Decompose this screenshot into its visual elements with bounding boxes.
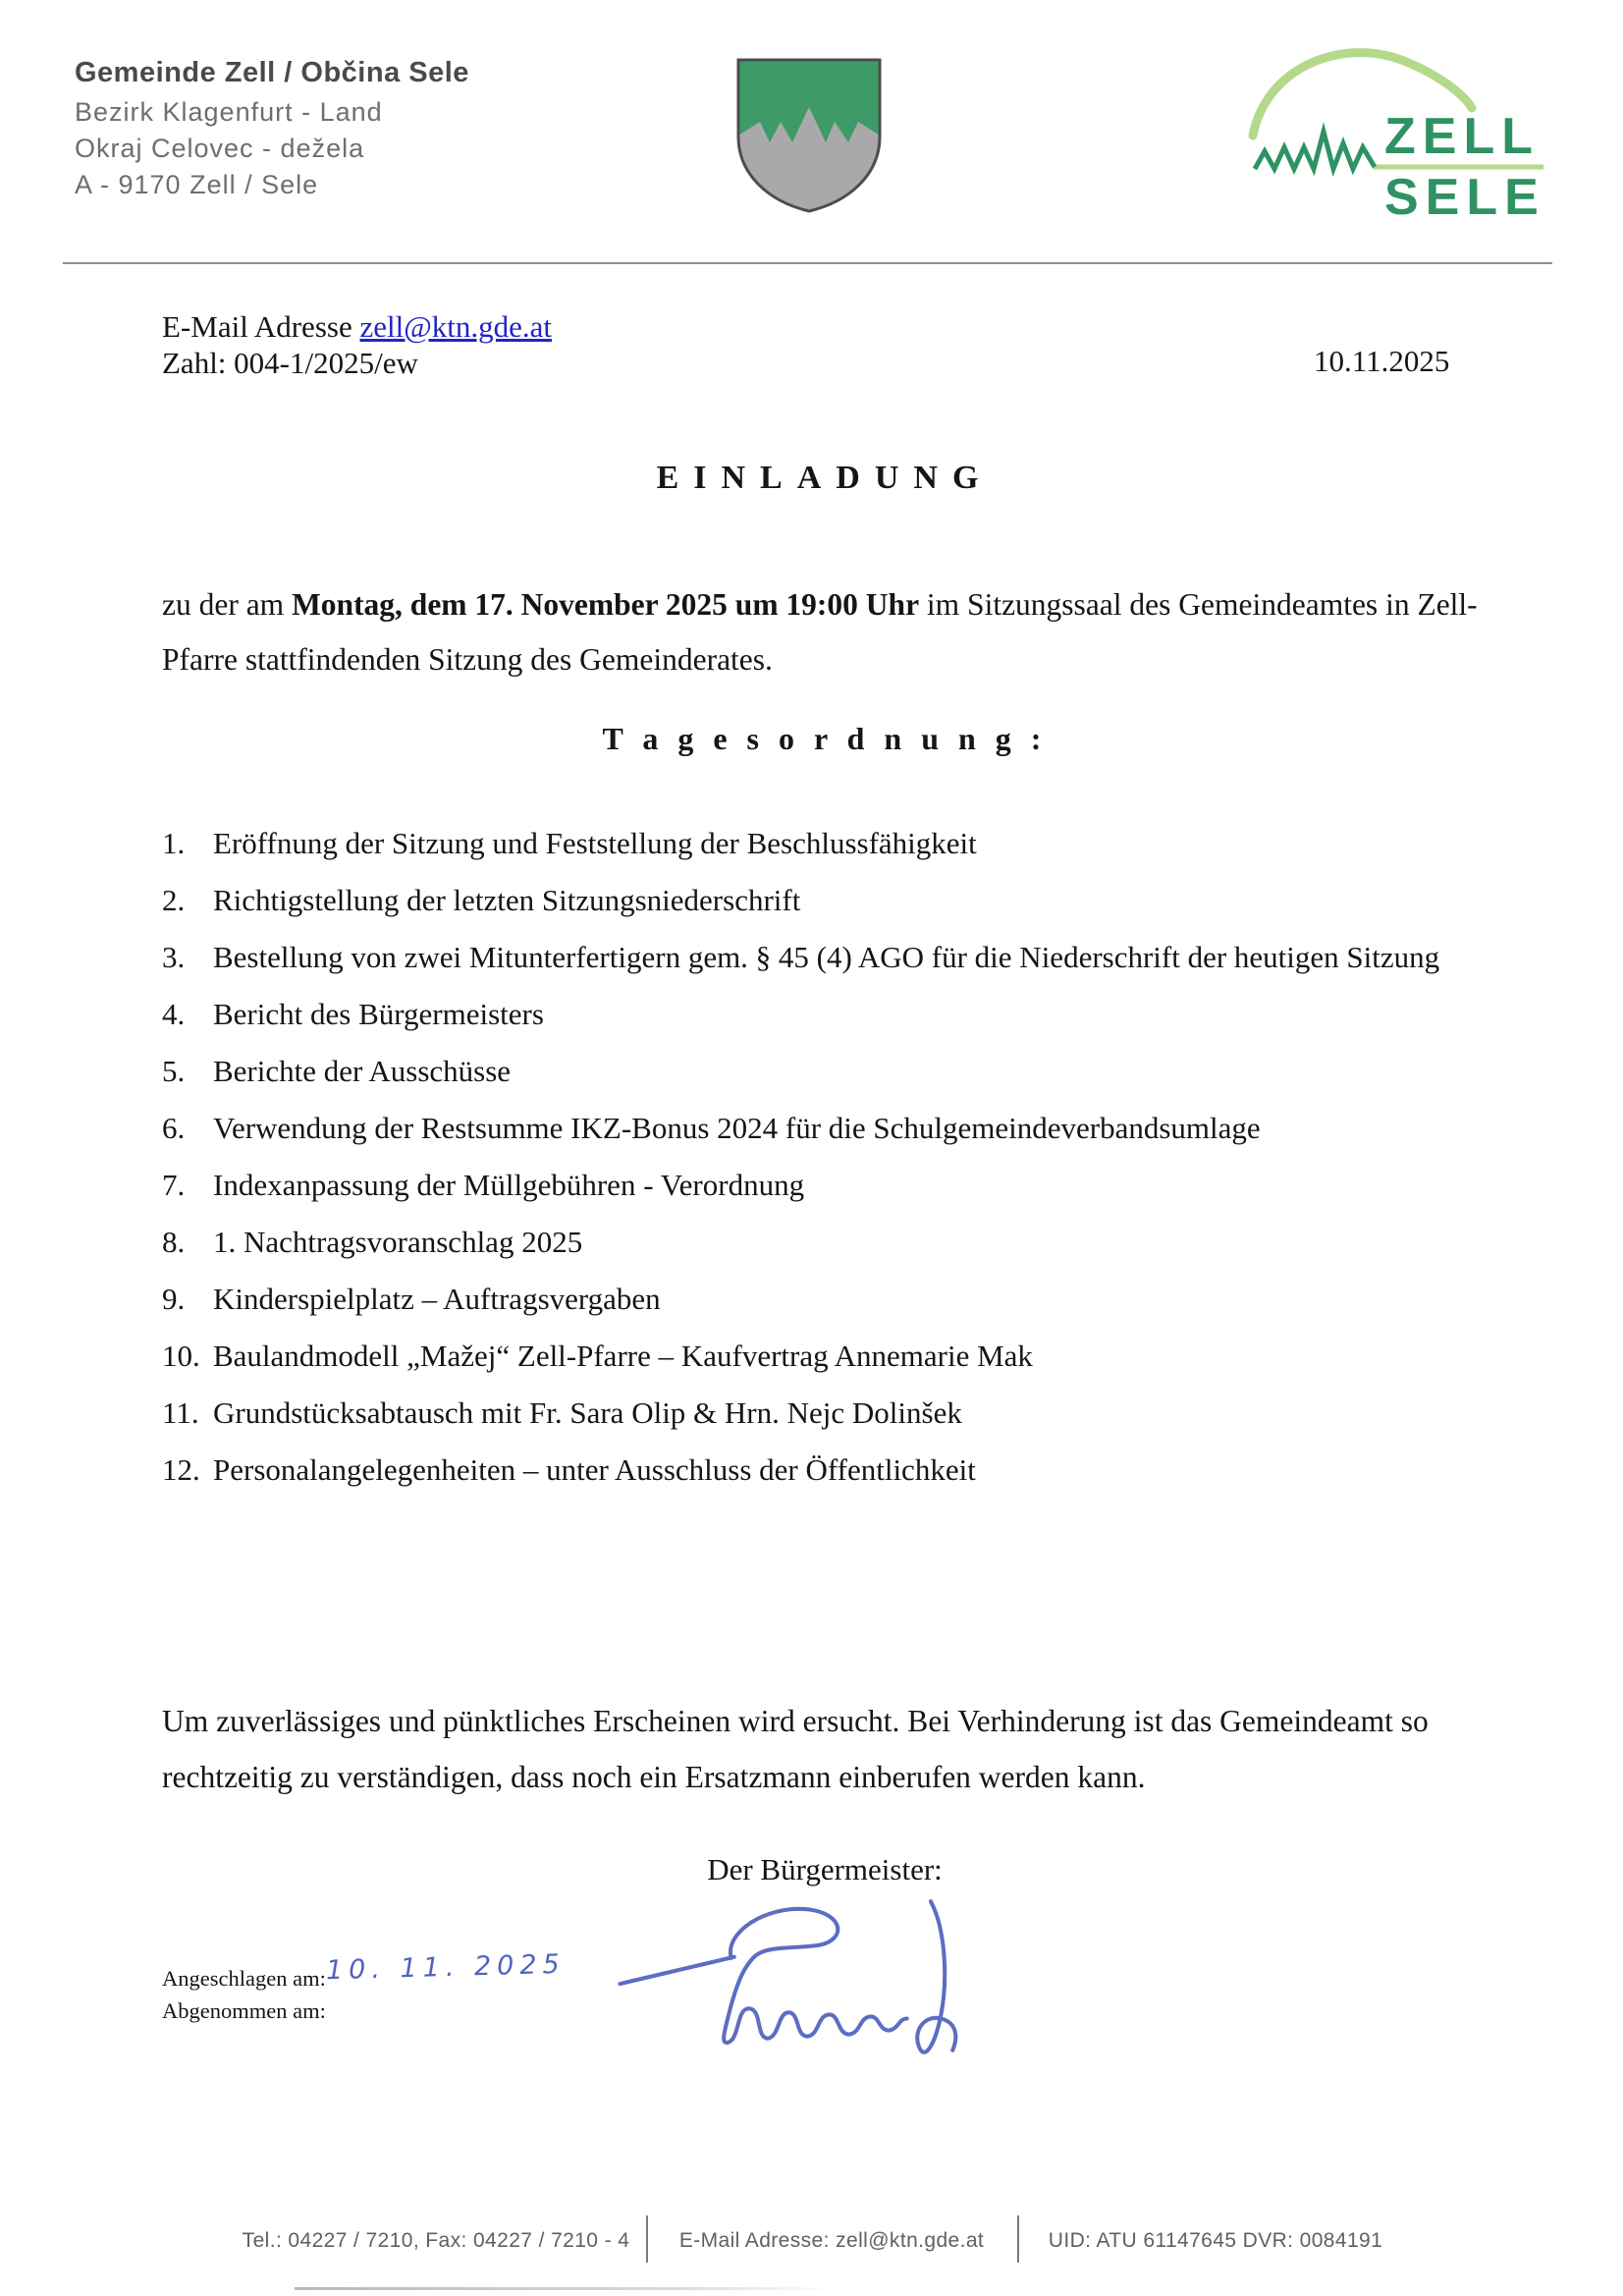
intro-post: im Sitzungssaal des Gemeindeamtes in Zell-Pfarre stattfindenden Sitzung des Gemeinderates. [162, 586, 1478, 677]
email-line [162, 308, 552, 345]
header-divider [63, 262, 1552, 264]
agenda-item: Verwendung der Restsumme IKZ-Bonus 2024 für die Schulgemeindeverbandsumlage [213, 1111, 1261, 1145]
closing-paragraph: Um zuverlässiges und pünktliches Erscheinen wird ersucht. Bei Verhinderung ist das Gemeindeamt so rechtzeitig zu verständigen, dass noch ein Ersatzmann einberufen werden kann. [162, 1703, 1429, 1794]
agenda-heading: T a g e s o r d n u n g : [602, 721, 1048, 756]
agenda-item: 1. Nachtragsvoranschlag 2025 [213, 1225, 583, 1259]
footer-telephone: Tel.: 04227 / 7210, Fax: 04227 / 7210 - 4 [242, 2229, 630, 2252]
intro-datetime: Montag, dem 17. November 2025 um 19:00 Uhr [292, 586, 920, 622]
page-footer [0, 2215, 1623, 2267]
agenda-item: Berichte der Ausschüsse [213, 1054, 512, 1088]
posted-on-handwritten-date: 10. 11. 2025 [325, 1948, 567, 1987]
scan-artifact-line [295, 2287, 835, 2290]
letterhead [75, 57, 469, 198]
footer-uid-dvr: UID: ATU 61147645 DVR: 0084191 [1048, 2229, 1383, 2252]
agenda-item: Baulandmodell „Mažej“ Zell-Pfarre – Kaufvertrag Annemarie Mak [213, 1339, 1033, 1373]
reference-block [162, 308, 552, 381]
logo-text-sele: SELE [1384, 169, 1545, 226]
letterhead-district-line: Bezirk Klagenfurt - Land [75, 97, 383, 127]
signatory-title: Der Bürgermeister: [707, 1852, 943, 1886]
agenda-item: Grundstücksabtausch mit Fr. Sara Olip & Hrn. Nejc Dolinšek [213, 1395, 962, 1430]
email-link[interactable]: zell@ktn.gde.at [359, 309, 553, 344]
agenda-item: Indexanpassung der Müllgebühren - Verordnung [213, 1168, 805, 1202]
agenda-item: Eröffnung der Sitzung und Feststellung der Beschlussfähigkeit [213, 826, 977, 860]
posting-dates-block [162, 1962, 326, 2027]
removed-on-label: Abgenommen am: [162, 1998, 326, 2023]
coat-of-arms-icon [725, 52, 893, 221]
municipality-name: Gemeinde Zell / Občina Sele [75, 57, 469, 88]
reference-number: Zahl: 004-1/2025/ew [162, 346, 418, 380]
logo-text-zell: ZELL [1384, 108, 1540, 165]
footer-email: E-Mail Adresse: zell@ktn.gde.at [678, 2229, 985, 2252]
agenda-item: Richtigstellung der letzten Sitzungsniederschrift [213, 883, 801, 917]
footer-divider [1017, 2215, 1019, 2263]
mayor-signature [617, 1887, 985, 2066]
footer-divider [646, 2215, 648, 2263]
letterhead-postal-line: A - 9170 Zell / Sele [75, 170, 319, 199]
document-title: EINLADUNG [656, 460, 994, 496]
agenda-list [162, 817, 1509, 1501]
agenda-item: Bestellung von zwei Mitunterfertigern gem. § 45 (4) AGO für die Niederschrift der heutigen Sitzung [213, 940, 1440, 974]
posted-on-label: Angeschlagen am: [162, 1966, 326, 1991]
intro-pre: zu der am [162, 586, 293, 622]
agenda-item: Personalangelegenheiten – unter Ausschluss der Öffentlichkeit [213, 1452, 976, 1487]
agenda-item: Kinderspielplatz – Auftragsvergaben [213, 1282, 661, 1316]
intro-paragraph [162, 577, 1509, 687]
document-date: 10.11.2025 [1314, 344, 1450, 378]
letterhead-okraj-line: Okraj Celovec - dežela [75, 134, 365, 163]
municipality-logo [1227, 45, 1556, 256]
email-label: E-Mail Adresse [162, 309, 360, 344]
agenda-item: Bericht des Bürgermeisters [213, 997, 544, 1031]
